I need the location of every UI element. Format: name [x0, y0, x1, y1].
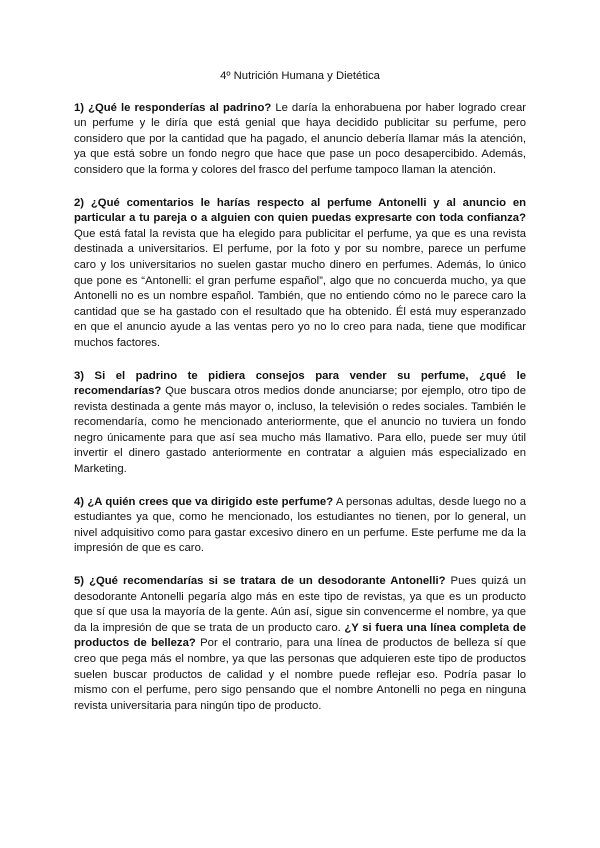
question-4: 4) ¿A quién crees que va dirigido este perfume?	[74, 495, 334, 508]
question-3: 3) Si el padrino te pidiera consejos para vender su perfume, ¿qué le recomendarías?	[74, 369, 526, 398]
question-1: 1) ¿Qué le responderías al padrino?	[74, 101, 272, 114]
answer-1: Le daría la enhorabuena por haber logrado crear un perfume y le diría que está genial que haya decidido publicitar su perfume, pero considero que por la cantidad que ha pagado, el anuncio debería llamar más la atención, ya que está sobre un fondo negro que hace que pase un poco desapercibido. Además, considero que la forma y colores del frasco del perfume tampoco llaman la atención.	[74, 101, 526, 176]
document-title: 4º Nutrición Humana y Dietética	[220, 70, 380, 82]
qa-paragraph-2	[74, 196, 526, 352]
answer-5: Pues quizá un desodorante Antonelli pegaría algo más en este tipo de revistas, ya que es un producto que sí que usa la mayoría de la gente. Aún así, sigue sin convencerme el nombre, ya que da la impresión de que se trata de un producto caro.	[74, 575, 526, 634]
answer-3: Que buscara otros medios donde anunciarse; por ejemplo, otro tipo de revista destinada a gente más mayor o, incluso, la televisión o redes sociales. También le recomendaría, como he mencionado anteriormente, que el anuncio no tuviera un fondo negro únicamente para que así sea mucho más llamativo. Para ello, puede ser muy útil invertir el dinero gastado anteriormente en contratar a alguien más especializado en Marketing.	[74, 385, 526, 476]
document-page	[74, 69, 526, 731]
qa-paragraph-5	[74, 574, 526, 714]
question-2: 2) ¿Qué comentarios le harías respecto al perfume Antonelli y al anuncio en particular a tu pareja o a alguien con quien puedas expresarte con toda confianza?	[74, 196, 526, 225]
answer-5b: Por el contrario, para una línea de productos de belleza sí que creo que pega más el nombre, ya que las personas que adquieren este tipo de productos suelen buscar productos de calidad y el nombre puede reflejar eso. Podría pasar lo mismo con el perfume, pero sigo pensando que el nombre Antonelli no pega en ninguna revista universitaria para ningún tipo de producto.	[74, 637, 526, 712]
qa-paragraph-1	[74, 101, 526, 179]
question-5b: ¿Y si fuera una línea completa de productos de belleza?	[74, 621, 527, 650]
answer-2: Que está fatal la revista que ha elegido para publicitar el perfume, ya que es una revista destinada a universitarios. El perfume, por la foto y por su nombre, parece un perfume caro y los universitarios no suelen gastar mucho dinero en perfumes. Además, lo único que pone es “Antonelli: el gran perfume español”, algo que no concuerda mucho, ya que Antonelli no es un nombre español. También, que no entiendo cómo no le parece caro la cantidad que se ha gastado con el resultado que ha obtenido. Él está muy esperanzado en que el anuncio ayude a las ventas pero yo no lo creo para nada, tiene que modificar muchos factores.	[74, 227, 526, 349]
qa-paragraph-3	[74, 369, 526, 478]
answer-4: A personas adultas, desde luego no a estudiantes ya que, como he mencionado, los estudiantes no tienen, por lo general, un nivel adquisitivo como para gastar excesivo dinero en un perfume. Este perfume me da la impresión de que es caro.	[74, 495, 526, 555]
qa-paragraph-4	[74, 495, 526, 557]
question-5: 5) ¿Qué recomendarías si se tratara de un desodorante Antonelli?	[74, 575, 446, 588]
